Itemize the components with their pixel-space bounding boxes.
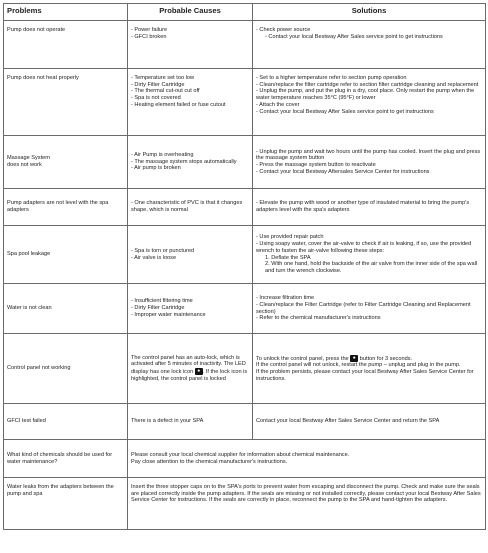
solutions-cell: Contact your local Bestway After Sales Service Center and return the SPA bbox=[253, 404, 486, 440]
causes-cell: There is a defect in your SPA bbox=[128, 404, 253, 440]
table-row bbox=[4, 284, 486, 334]
causes-cell: - Air Pump is overheating - The massage system stops automatically - Air pump is broken bbox=[128, 136, 253, 189]
solutions-cell: To unlock the control panel, press the ● button for 3 seconds. If the control panel will not unlock, restart the pump – unplug and plug in the pump. If the problem persists, please contact your local Bestway After Sales Service Center for instructions. bbox=[253, 334, 486, 404]
solutions-cell: - Set to a higher temperature refer to section pump operation - Clean/replace the filter cartridge refer to section filter cartridge cleaning and replacement - Unplug the pump, and put the plug in a dry, cool place. Only restart the pump when the water temperature reaches 35°C (95°F) or lower - Attach the cover - Contact your local Bestway After Sales service point to get instructions bbox=[253, 69, 486, 136]
answer-cell: Please consult your local chemical supplier for information about chemical maintenance. Pay close attention to the chemical manufacturer's instructions. bbox=[128, 440, 486, 478]
causes-cell: - Temperature set too low - Dirty Filter Cartridge - The thermal cut-out cut off - Spa is not covered - Heating element failed or fuse cutout bbox=[128, 69, 253, 136]
table-row bbox=[4, 404, 486, 440]
causes-cell: - One characteristic of PVC is that it changes shape, which is normal bbox=[128, 189, 253, 226]
problem-cell: What kind of chemicals should be used for water maintenance? bbox=[4, 440, 128, 478]
causes-cell: - Power failure - GFCI broken bbox=[128, 21, 253, 69]
problem-cell: Control panel not working bbox=[4, 334, 128, 404]
troubleshooting-page bbox=[3, 3, 485, 547]
table-row bbox=[4, 226, 486, 284]
solutions-cell: - Check power source - Contact your local Bestway After Sales service point to get instructions bbox=[253, 21, 486, 69]
table-row bbox=[4, 21, 486, 69]
problem-cell: GFCI test failed bbox=[4, 404, 128, 440]
table-header-row bbox=[4, 4, 486, 21]
table-row bbox=[4, 440, 486, 478]
problem-cell: Water is not clean bbox=[4, 284, 128, 334]
problem-cell: Pump adapters are not level with the spa adapters bbox=[4, 189, 128, 226]
problem-cell: Pump does not heat properly bbox=[4, 69, 128, 136]
problem-cell: Water leaks from the adapters between the pump and spa bbox=[4, 478, 128, 530]
solutions-cell: - Unplug the pump and wait two hours until the pump has cooled. Insert the plug and press the massage system button - Press the massage system button to reactivate - Contact your local Bestway Aftersales Service Center for instructions bbox=[253, 136, 486, 189]
solutions-cell: - Elevate the pump with wood or another type of insulated material to bring the pump's adapters level with the spa's adapters bbox=[253, 189, 486, 226]
troubleshooting-table bbox=[3, 3, 486, 530]
solutions-cell: - Increase filtration time - Clean/replace the Filter Cartridge (refer to Filter Cartridge Cleaning and Replacement section) - Refer to the chemical manufacturer's instructions bbox=[253, 284, 486, 334]
table-row bbox=[4, 189, 486, 226]
lock-icon: ● bbox=[195, 368, 203, 375]
problem-cell: Pump does not operate bbox=[4, 21, 128, 69]
solutions-cell: - Use provided repair patch - Using soapy water, cover the air-valve to check if air is leaking, if so, use the provided wrench to fasten the air-valve following these steps: 1. Deflate the SPA 2. With one hand, hold the backside of the air valve from the inner side of the spa wall and turn the wrench clockwise. bbox=[253, 226, 486, 284]
table-row bbox=[4, 478, 486, 530]
table-row bbox=[4, 334, 486, 404]
problem-cell: Spa pool leakage bbox=[4, 226, 128, 284]
answer-cell: Insert the three stopper caps on to the SPA's ports to prevent water from escaping and disconnect the pump. Check and make sure the seals are placed correctly inside the pump adapters. If the seals are missing or not installed correctly, please contact your local Bestway After Sales Service Center for instructions. If the seals are correctly in place, reconnect the pump to the SPA and hand-tighten the adapters. bbox=[128, 478, 486, 530]
causes-cell: - Spa is torn or punctured - Air valve is loose bbox=[128, 226, 253, 284]
problem-cell: Massage System does not work bbox=[4, 136, 128, 189]
table-row bbox=[4, 136, 486, 189]
table-row bbox=[4, 69, 486, 136]
causes-cell: - Insufficient filtering time - Dirty Filter Cartridge - Improper water maintenance bbox=[128, 284, 253, 334]
header-solutions: Solutions bbox=[253, 4, 486, 21]
header-causes: Probable Causes bbox=[128, 4, 253, 21]
header-problems: Problems bbox=[4, 4, 128, 21]
causes-cell: The control panel has an auto-lock, which is activated after 5 minutes of inactivity. The LED display has one lock icon ● . If the lock icon is highlighted, the control panel is locked bbox=[128, 334, 253, 404]
lock-button-icon: ● bbox=[350, 355, 358, 362]
